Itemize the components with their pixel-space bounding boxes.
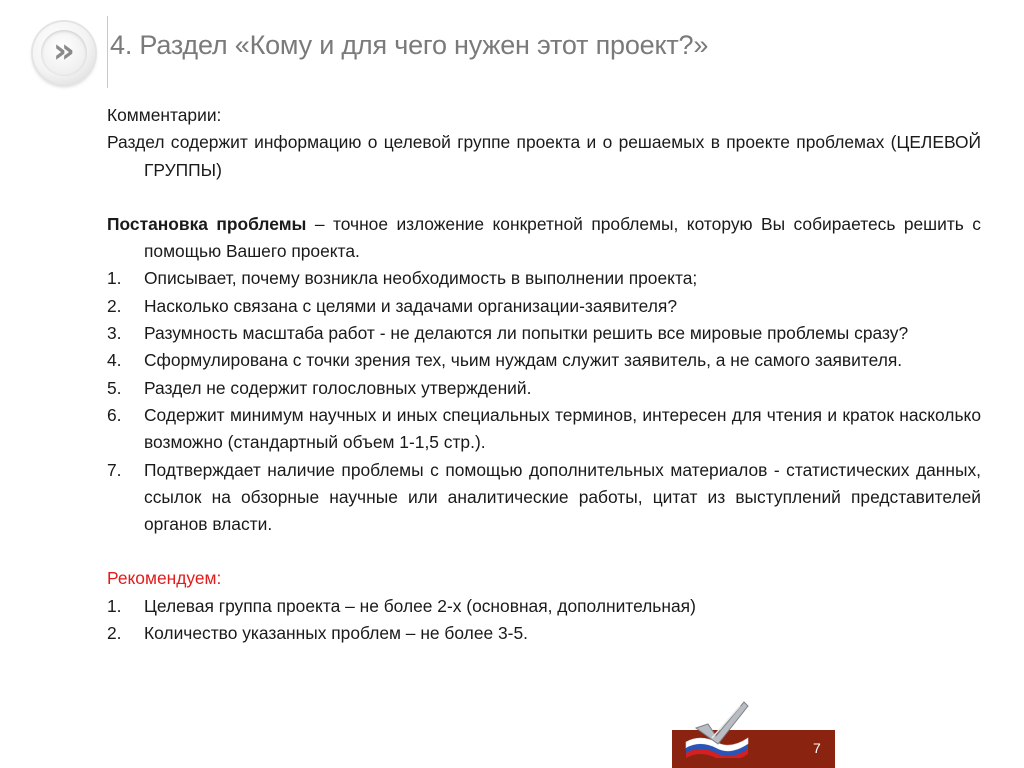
list-item (107, 402, 981, 457)
list-item-number: 6. (107, 404, 122, 425)
criteria-list (107, 265, 981, 538)
recommendations-list (107, 593, 981, 648)
list-item (107, 320, 981, 347)
slide-content (107, 102, 981, 647)
list-item (107, 593, 981, 620)
list-item-number: 5. (107, 377, 122, 398)
list-item (107, 347, 981, 374)
logo-badge-inner (41, 30, 87, 76)
intro-paragraph: Раздел содержит информацию о целевой группе проекта и о решаемых в проекте проблемах (ЦЕЛЕВОЙ ГРУППЫ) (107, 132, 981, 180)
list-item-text: Сформулирована с точки зрения тех, чьим нуждам служит заявитель, а не самого заявителя. (144, 350, 903, 371)
spacer (107, 184, 981, 211)
list-item (107, 375, 981, 402)
list-item-number: 2. (107, 623, 122, 644)
list-item-text: Описывает, почему возникла необходимость в выполнении проекта; (144, 268, 698, 289)
comments-label: Комментарии: (107, 105, 222, 125)
list-item-text: Целевая группа проекта – не более 2-х (основная, дополнительная) (144, 595, 696, 616)
list-item-number: 1. (107, 268, 122, 289)
list-item-text: Содержит минимум научных и иных специальных терминов, интересен для чтения и краток насколько возможно (стандартный объем 1-1,5 стр.). (144, 404, 981, 453)
list-item (107, 620, 981, 647)
list-item-number: 2. (107, 295, 122, 316)
double-chevron-right-icon: » (53, 31, 75, 71)
spacer (107, 538, 981, 565)
list-item-text: Раздел не содержит голословных утверждений. (144, 377, 532, 398)
list-item (107, 265, 981, 292)
list-item-number: 3. (107, 323, 122, 344)
page-number: 7 (813, 740, 821, 756)
list-item (107, 457, 981, 539)
list-item-text: Разумность масштаба работ - не делаются ли попытки решить все мировые проблемы сразу? (144, 323, 909, 344)
header-divider (107, 16, 108, 88)
logo-badge (33, 22, 95, 84)
problem-term: Постановка проблемы (107, 213, 307, 234)
list-item (107, 293, 981, 320)
list-item-text: Насколько связана с целями и задачами организации-заявителя? (144, 295, 677, 316)
list-item-number: 4. (107, 350, 122, 371)
list-item-number: 1. (107, 595, 122, 616)
problem-definition: – точное изложение конкретной проблемы, которую Вы собираетесь решить с помощью Вашего проекта. (144, 213, 981, 262)
list-item-text: Количество указанных проблем – не более 3-5. (144, 623, 528, 644)
page-title: 4. Раздел «Кому и для чего нужен этот проект?» (110, 30, 709, 60)
list-item-text: Подтверждает наличие проблемы с помощью дополнительных материалов - статистических данных, ссылок на обзорные научные или аналитические работы, цитат из выступлений представителей органов власти. (144, 459, 981, 535)
recommend-label: Рекомендуем: (107, 568, 222, 589)
checkmark-flag-emblem-icon (682, 698, 754, 758)
problem-statement-paragraph (107, 211, 981, 266)
list-item-number: 7. (107, 459, 122, 480)
